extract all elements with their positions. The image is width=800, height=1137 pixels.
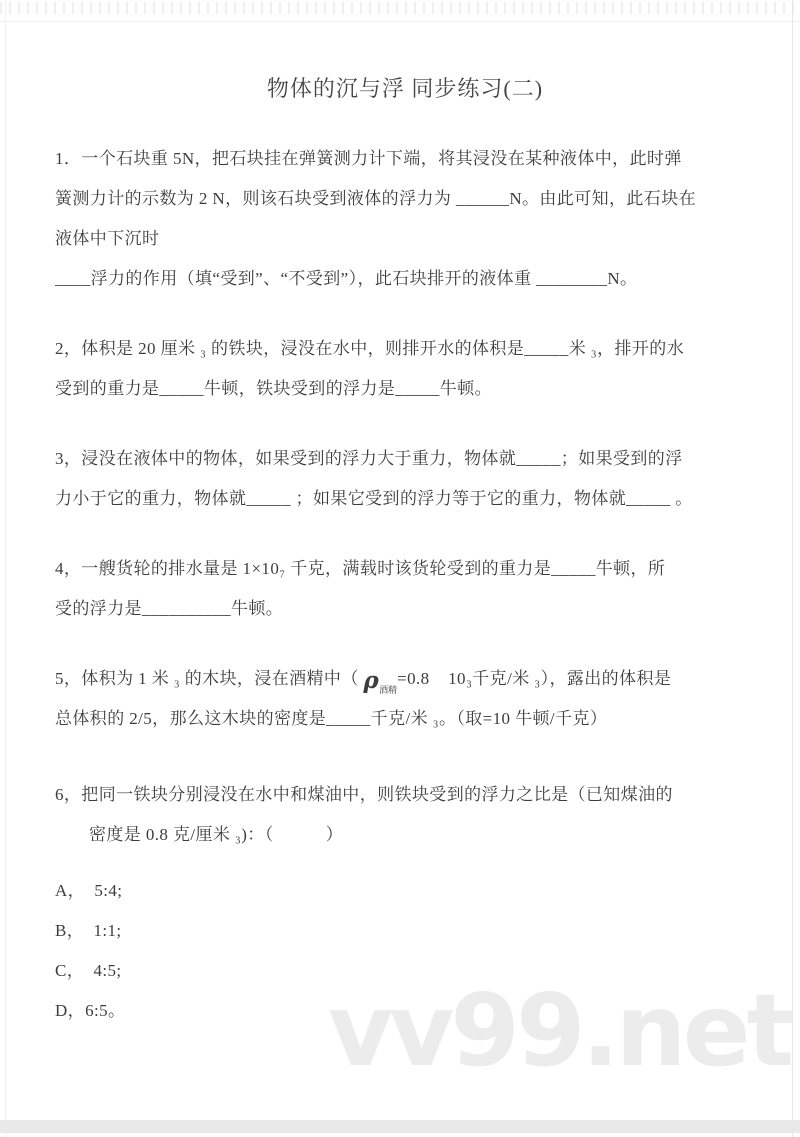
question-2 <box>55 329 755 409</box>
question-5-text-before-rho: 5，体积为 1 米 ₃ 的木块，浸在酒精中（ <box>55 669 364 688</box>
question-5-line-1 <box>55 659 755 699</box>
question-5 <box>55 659 755 739</box>
question-4-line-1: 4，一艘货轮的排水量是 1×10₇ 千克，满载时该货轮受到的重力是_____牛顿，所 <box>55 559 666 578</box>
option-d: D，6:5。 <box>55 1001 126 1020</box>
question-6-line-1: 6，把同一铁块分别浸没在水中和煤油中，则铁块受到的浮力之比是（已知煤油的 <box>55 785 673 804</box>
question-6-line-2: 密度是 0.8 克/厘米 ₃)：（ ） <box>89 825 344 844</box>
scan-edge-bottom-band <box>0 1120 800 1133</box>
rho-symbol: ρ <box>363 667 380 694</box>
watermark: vv99.net <box>328 972 791 1089</box>
option-c: C， 4:5; <box>55 961 122 980</box>
question-4 <box>55 549 755 629</box>
question-1-line-3: 液体中下沉时 <box>55 229 160 248</box>
page-title: 物体的沉与浮 同步练习(二) <box>266 76 544 101</box>
question-1-line-2: 簧测力计的示数为 2 N，则该石块受到液体的浮力为 ______N。由此可知，此石块在 <box>55 189 697 208</box>
question-3-line-1: 3，浸没在液体中的物体，如果受到的浮力大于重力，物体就_____；如果受到的浮 <box>55 449 683 468</box>
question-4-line-2: 受的浮力是__________牛顿。 <box>55 599 284 618</box>
question-6 <box>55 775 755 855</box>
option-b: B， 1:1; <box>55 921 122 940</box>
question-2-line-1: 2，体积是 20 厘米 ₃ 的铁块，浸没在水中，则排开水的体积是_____米 ₃，排开的水 <box>55 339 685 358</box>
question-5-text-after-rho: =0.8 10₃千克/米 ₃），露出的体积是 <box>397 669 672 688</box>
question-3-line-2: 力小于它的重力，物体就_____ ；如果它受到的浮力等于它的重力，物体就_____ 。 <box>55 489 693 508</box>
question-2-line-2: 受到的重力是_____牛顿，铁块受到的浮力是_____牛顿。 <box>55 379 492 398</box>
question-1-line-1: 1．一个石块重 5N，把石块挂在弹簧测力计下端，将其浸没在某种液体中，此时弹 <box>55 149 682 168</box>
question-3 <box>55 439 755 519</box>
question-1 <box>55 139 755 299</box>
question-1-line-4: ____浮力的作用（填“受到”、“不受到”），此石块排开的液体重 ________N。 <box>55 269 638 288</box>
rho-subscript-alcohol: 酒精 <box>379 685 398 695</box>
option-a: A， 5:4; <box>55 881 123 900</box>
question-5-line-2: 总体积的 2/5，那么这木块的密度是_____千克/米 ₃。（取=10 牛顿/千克） <box>55 709 608 728</box>
